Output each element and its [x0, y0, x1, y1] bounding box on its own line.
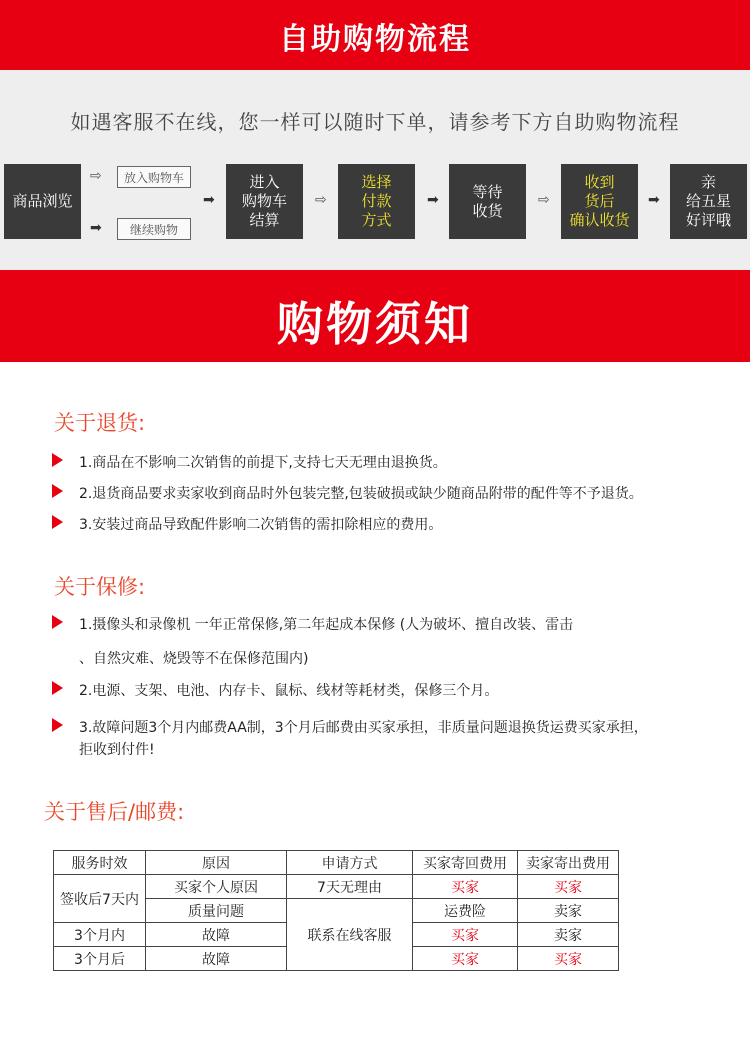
bullet-arrow-icon	[52, 484, 63, 498]
table-header-cell: 买家寄回费用	[413, 851, 518, 875]
after-sales-title: 关于售后/邮费:	[44, 800, 185, 824]
table-cell-reason: 买家个人原因	[146, 875, 287, 899]
bullet-arrow-icon	[52, 453, 63, 467]
arrow-solid-icon: ➡	[203, 192, 215, 208]
table-header-cell: 原因	[146, 851, 287, 875]
warranty-item: 2.电源、支架、电池、内存卡、鼠标、线材等耗材类，保修三个月。	[52, 680, 498, 702]
header-banner-flow	[0, 0, 750, 70]
table-cell-buyer-return: 买家	[413, 923, 518, 947]
returns-item: 3.安装过商品导致配件影响二次销售的需扣除相应的费用。	[52, 514, 442, 536]
arrow-hollow-icon: ⇨	[315, 192, 327, 208]
step-checkout: 进入 购物车 结算	[226, 164, 303, 239]
shopping-flow-section	[0, 70, 750, 270]
bullet-arrow-icon	[52, 681, 63, 695]
table-cell-period: 3个月内	[54, 923, 146, 947]
table-cell-seller-send: 买家	[518, 947, 619, 971]
notice-title: 购物须知	[277, 297, 473, 351]
table-cell-buyer-return: 买家	[413, 947, 518, 971]
table-header-cell: 申请方式	[287, 851, 413, 875]
table-cell-period: 签收后7天内	[54, 875, 146, 923]
step-confirm-receipt: 收到 货后 确认收货	[561, 164, 638, 239]
table-cell-seller-send: 卖家	[518, 899, 619, 923]
table-cell-method: 联系在线客服	[287, 899, 413, 971]
flow-intro: 如遇客服不在线，您一样可以随时下单，请参考下方自助购物流程	[70, 110, 680, 134]
step-wait-delivery: 等待 收货	[449, 164, 526, 239]
arrow-solid-icon: ➡	[90, 220, 102, 236]
table-cell-buyer-return: 运费险	[413, 899, 518, 923]
table-row	[54, 875, 619, 899]
returns-item: 1.商品在不影响二次销售的前提下,支持七天无理由退换货。	[52, 452, 447, 474]
arrow-solid-icon: ➡	[427, 192, 439, 208]
table-cell-reason: 故障	[146, 923, 287, 947]
table-header-row	[54, 851, 619, 875]
header-banner-notice	[0, 270, 750, 362]
table-cell-reason: 质量问题	[146, 899, 287, 923]
warranty-item-continuation: 、自然灾难、烧毁等不在保修范围内)	[79, 651, 309, 667]
bullet-arrow-icon	[52, 515, 63, 529]
step-five-star: 亲 给五星 好评哦	[670, 164, 747, 239]
step-add-to-cart: 放入购物车	[117, 166, 191, 188]
returns-title: 关于退货:	[54, 411, 146, 435]
bullet-arrow-icon	[52, 615, 63, 629]
bullet-arrow-icon	[52, 718, 63, 732]
step-payment: 选择 付款 方式	[338, 164, 415, 239]
arrow-hollow-icon: ⇨	[538, 192, 550, 208]
arrow-hollow-icon: ⇨	[90, 168, 102, 184]
after-sales-table	[53, 850, 619, 971]
step-continue-shopping: 继续购物	[117, 218, 191, 240]
arrow-solid-icon: ➡	[648, 192, 660, 208]
table-cell-seller-send: 卖家	[518, 923, 619, 947]
table-cell-reason: 故障	[146, 947, 287, 971]
table-header-cell: 服务时效	[54, 851, 146, 875]
table-cell-seller-send: 买家	[518, 875, 619, 899]
warranty-item: 3.故障问题3个月内邮费AA制，3个月后邮费由买家承担，非质量问题退换货运费买家承担，	[52, 717, 648, 739]
returns-item: 2.退货商品要求卖家收到商品时外包装完整,包装破损或缺少随商品附带的配件等不予退货。	[52, 483, 643, 505]
table-cell-method: 7天无理由	[287, 875, 413, 899]
table-cell-period: 3个月后	[54, 947, 146, 971]
warranty-item-continuation: 拒收到付件!	[79, 742, 155, 758]
flow-title: 自助购物流程	[279, 22, 471, 57]
table-cell-buyer-return: 买家	[413, 875, 518, 899]
table-header-cell: 卖家寄出费用	[518, 851, 619, 875]
warranty-item: 1.摄像头和录像机 一年正常保修,第二年起成本保修 (人为破坏、擅自改装、雷击	[52, 614, 573, 636]
warranty-title: 关于保修:	[54, 575, 146, 599]
step-browse: 商品浏览	[4, 164, 81, 239]
